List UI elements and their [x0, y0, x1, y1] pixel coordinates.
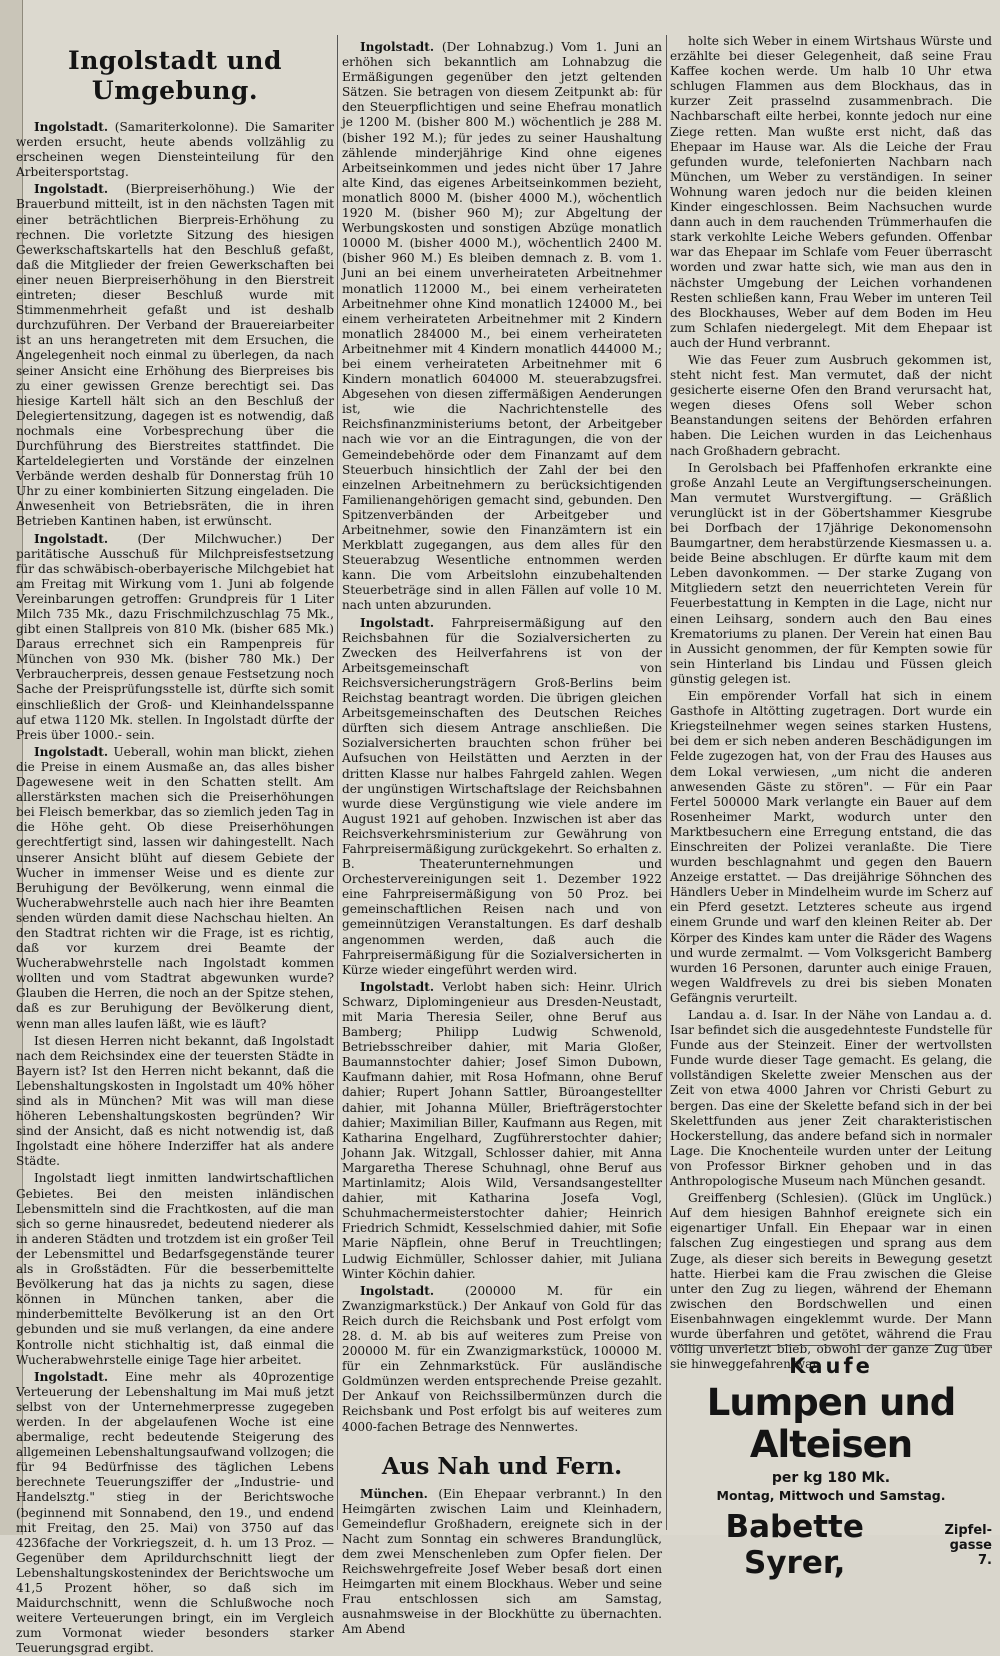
dateline: Ingolstadt. [360, 40, 435, 54]
article-text: Wie das Feuer zum Ausbruch gekommen ist, steht nicht fest. Man vermutet, daß der nicht gesicherte eiserne Ofen den Brand verursacht hat, wegen dieses Ofens soll Weber schon Beanstandungen seitens der Behörden erfahren haben. Die Leichen wurden in das Leichenhaus nach Großhadern gebracht. [670, 352, 992, 458]
article-text: (Der Lohnabzug.) Vom 1. Juni an erhöhen sich bekanntlich am Lohnabzug die Ermäßigungen gegenüber den jetzt geltenden Sätzen. Sie betragen von diesem Zeitpunkt ab: für den Steuerpflichtigen und seine Ehefrau monatlich je 1200 M. (bisher 800 M.) wöchentlich je 288 M. (bisher 192 M.); für jedes zu seiner Haushaltung zählende minderjährige Kind ohne eigenes Arbeitseinkommen und jedes nicht über 17 Jahre alte Kind, das eigenes Arbeitseinkommen bezieht, monatlich 8000 M. (bisher 4000 M.), wöchentlich 1920 M. (bisher 960 M); zur Abgeltung der Werbungskosten und sonstigen Abzüge monatlich 10000 M. (bisher 4000 M.), wöchentlich 2400 M. (bisher 960 M.) Es bleiben demnach z. B. vom 1. Juni an bei einem unverheirateten Arbeitnehmer monatlich 112000 M., bei einem verheirateten Arbeitnehmer ohne Kind monatlich 124000 M., bei einem verheirateten Arbeitnehmer mit 2 Kindern monatlich 284000 M., bei einem verheirateten Arbeitnehmer mit 4 Kindern monatlich 444000 M.; bei einem verheirateten Arbeitnehmer mit 6 Kindern monatlich 604000 M. steuerabzugsfrei. Abgesehen von diesen ziffermäßigen Aenderungen ist, wie die Nachrichtenstelle des Reichsfinanzministeriums betont, der Arbeitgeber nach wie vor an die Eintragungen, die von der Gemeindebehörde oder dem Finanzamt auf dem Steuerbuch hinsichtlich der Zahl der bei den einzelnen Arbeitnehmern zu berücksichtigenden Familienangehörigen gemacht sind, gebunden. Den Spitzenverbänden der Arbeitgeber und Arbeitnehmer, sowie den Finanzämtern ist ein Merkblatt zugegangen, aus dem alles für den Steuerabzug Wesentliche entnommen werden kann. Die vom Arbeitslohn einzubehaltenden Steuerbeträge sind in allen Fällen auf volle 10 M. nach unten abzurunden. [342, 40, 662, 613]
article-text: Landau a. d. Isar. In der Nähe von Landau a. d. Isar befindet sich die ausgedehnteste Fundstelle für Funde aus der Steinzeit. Einer der wertvollsten Funde wurde dieser Tage gemacht. Es gelang, die vollständigen Skelette zweier Menschen aus der Zeit von etwa 4000 Jahren vor Christi Geburt zu bergen. Das eine der Skelette befand sich in der bei Skelettfunden aus jener Zeit charakteristischen Hockerstellung, das andere befand sich in normaler Lage. Die Knochenteile wurden unter der Leitung von Professor Birkner gehoben und in das Anthropologische Museum nach München gesandt. [670, 1008, 992, 1189]
article-text: Verlobt haben sich: Heinr. Ulrich Schwarz, Diplomingenieur aus Dresden-Neustadt, mit Maria Theresia Seiler, ohne Beruf aus Bamberg; Philipp Ludwig Schwenold, Betriebsschreiber dahier, mit Maria Gloßer, Baumannstochter dahier; Josef Simon Dubown, Kaufmann dahier, mit Rosa Hofmann, ohne Beruf dahier; Rupert Johann Sattler, Büroangestellter dahier, mit Johanna Müller, Briefträgerstochter dahier; Maximilian Biller, Kaufmann aus Regen, mit Katharina Engelhard, Zugführerstochter dahier; Johann Jak. Witzgall, Schlosser dahier, mit Anna Margaretha Therese Schuhnagl, ohne Beruf aus Martinlamitz; Alois Wild, Versandsangestellter dahier, mit Katharina Josefa Vogl, Schuhmachermeisterstochter dahier; Heinrich Friedrich Schmidt, Kesselschmied dahier, mit Sofie Marie Näpflein, ohne Beruf in Treuchtlingen; Ludwig Eichmüller, Schlosser dahier, mit Juliana Winter Köchin dahier. [342, 979, 662, 1281]
article-text: Eine mehr als 40prozentige Verteuerung der Lebenshaltung im Mai muß jetzt selbst von der Unternehmerpresse zugegeben werden. In der abgelaufenen Woche ist eine abermalige, recht bedeutende Steigerung des allgemeinen Lebenshaltungsaufwand vollzogen; die für 94 Bedürfnisse des täglichen Lebens berechnete Teuerungsziffer der „Industrie- und Handelsztg." stieg in der Berichtswoche (beginnend mit Sonnabend, den 19., und endend mit Freitag, den 25. Mai) von 3750 auf das 4236fache der Vorkriegszeit, d. h. um 13 Proz. — Gegenüber dem Aprildurchschnitt liegt der Lebenshaltungskostenindex der Berichtswoche um 41,5 Prozent höher, so daß sich im Maidurchschnitt, wenn die Schlußwoche noch weitere Verteuerungen bringt, ein im Vergleich zum Vormonat wieder besonders starker Teuerungsgrad ergibt. [16, 1369, 334, 1656]
article-text: Fahrpreisermäßigung auf den Reichsbahnen für die Sozialversicherten zu Zwecken des Heilverfahrens ist von der Arbeitsgemeinschaft von Reichsversicherungsträgern Groß-Berlins beim Reichstag beantragt worden. Die übrigen gleichen Arbeitsgemeinschaften des Deutschen Reiches dürften sich diesem Antrage anschließen. Die Sozialversicherten brauchten schon früher bei Aufsuchen von Heilstätten und Aerzten in der dritten Klasse nur halbes Fahrgeld zahlen. Wegen der ungünstigen Wirtschaftslage der Reichsbahnen wurde diese Vergünstigung wie viele andere im August 1921 auf gehoben. Inzwischen ist aber das Reichsverkehrsministerium zur Gewährung von Fahrpreisermäßigung zurückgekehrt. So erhalten z. B. Theaterunternehmungen und Orchestervereinigungen seit 1. Dezember 1922 eine Fahrpreisermäßigung von 50 Proz. bei gemeinschaftlichen Reisen nach und von gemeinnützigen Veranstaltungen. Es darf deshalb angenommen werden, daß auch die Fahrpreisermäßigung für die Sozialversicherten in Kürze wieder eingeführt werden wird. [342, 615, 662, 977]
article-text: (Ein Ehepaar verbrannt.) In den Heimgärten zwischen Laim und Kleinhadern, Gemeindeflur Großhadern, ereignete sich in der Nacht zum Sonntag ein schweres Brandunglück, dem zwei Menschenleben zum Opfer fielen. Der Reichswehrgefreite Josef Weber besaß dort einen Heimgarten mit einem Blockhaus. Weber und seine Frau entschlossen sich am Samstag, ausnahmsweise in der Blockhütte zu übernachten. Am Abend [342, 1486, 662, 1637]
article-list [342, 40, 662, 1435]
article-text: Greiffenberg (Schlesien). (Glück im Unglück.) Auf dem hiesigen Bahnhof ereignete sich ein eigenartiger Unfall. Ein Ehepaar war in einen falschen Zug eingestiegen und sprang aus dem Zuge, als dieser sich bereits in Bewegung gesetzt hatte. Hierbei kam die Frau zwischen die Gleise unter den Zug zu liegen, während der Ehemann zwischen den Bordschwellen und einen Eisenbahnwagen eingeklemmt wurde. Der Mann wurde überfahren und getötet, während die Frau völlig unverletzt blieb, obwohl der ganze Zug über sie hinweggefahren war. [670, 1191, 992, 1372]
article-text: Ist diesen Herren nicht bekannt, daß Ingolstadt nach dem Reichsindex eine der teuersten Städte in Bayern ist? Ist den Herren nicht bekannt, daß die Lebenshaltungskosten in Ingolstadt um 40% höher sind als in München? Mit was will man diese höheren Lebenshaltungskosten begründen? Wir sind der Ansicht, daß es nicht notwendig ist, daß Ingolstadt eine höhere Inderziffer hat als andere Städte. [16, 1033, 334, 1169]
ad-address-line: Zipfel- [944, 1522, 992, 1538]
column-1 [16, 40, 334, 1656]
article-text: (200000 M. für ein Zwanzigmarkstück.) Der Ankauf von Gold für das Reich durch die Reichsbank und Post erfolgt vom 28. d. M. ab bis auf weiteres zum Preise von 200000 M. für ein Zwanzigmarkstück, 100000 M. für ein Zehnmarkstück. Für ausländische Goldmünzen werden entsprechende Preise gezahlt. Der Ankauf von Reichssilbermünzen durch die Reichsbank und Post erfolgt bis auf weiteres zum 4000-fachen Betrage des Nennwertes. [342, 1283, 662, 1434]
advertisement [670, 1345, 992, 1581]
ad-address [931, 1523, 992, 1568]
article-paragraph [342, 1284, 662, 1435]
ad-address-line: gasse 7. [949, 1537, 992, 1568]
article-paragraph [670, 353, 992, 459]
column-rule [666, 35, 667, 1530]
article-paragraph [16, 182, 334, 529]
article-paragraph [16, 532, 334, 743]
article-text: (Samariterkolonne). Die Samariter werden ersucht, heute abends vollzählig zu erscheinen wegen Diensteinteilung für den Arbeitersportstag. [16, 120, 334, 180]
dateline: München. [360, 1486, 428, 1501]
article-text: In Gerolsbach bei Pfaffenhofen erkrankte eine große Anzahl Leute an Vergiftungserscheinungen. Man vermutet Wurstvergiftung. — Gräßlich verunglückt ist in der Göbertshammer Kiesgrube bei Dorfbach der 17jährige Dekonomensohn Baumgartner, dem herabstürzende Kiesmassen u. a. beide Beine abschlugen. Er dürfte kaum mit dem Leben davonkommen. — Der starke Zugang von Mitgliedern setzt den neuerrichteten Verein für Feuerbestattung in Kempten in die Lage, nicht nur einen Leihsarg, sondern auch den Bau eines Krematoriums zu planen. Der Verein hat einen Bau in Aussicht genommen, der für Kempten sowie für sein Hinterland bis Lindau und Füssen gleich günstig gelegen ist. [670, 460, 992, 686]
article-text: Ingolstadt liegt inmitten landwirtschaftlichen Gebietes. Bei den meisten inländischen Lebensmitteln sind die Frachtkosten, auf die man sich so gerne hinausredet, bedeutend niederer als in anderen Städten und trotzdem ist ein großer Teil der Lebensmittel und Bedarfsgegenstände teurer als in Großstädten. Für die besserbemittelte Bevölkerung hat das ja nichts zu sagen, diese können in München tanken, aber die minderbemittelte Bevölkerung ist an den Ort gebunden und sie muß verlangen, da eine andere Kontrolle nicht stichhaltig ist, daß einmal die Wucherabwehrstelle einige Tage hier arbeitet. [16, 1171, 334, 1367]
article-paragraph [342, 1487, 662, 1638]
article-paragraph [342, 980, 662, 1282]
ad-bottom [670, 1509, 992, 1581]
article-list [342, 1487, 662, 1638]
article-text: Ueberall, wohin man blickt, ziehen die Preise in einem Ausmaße an, das alles bisher Dagewesene weit in den Schatten stellt. Am allerstärksten machen sich die Preiserhöhungen bei Fleisch bemerkbar, das so ziemlich jeden Tag in die Höhe geht. Ob diese Preiserhöhungen gerechtfertigt sind, lassen wir dahingestellt. Nach unserer Ansicht blüht auf diesem Gebiete der Wucher in immenser Weise und es diente zur Beruhigung der Bevölkerung, wenn einmal die Wucherabwehrstelle auch nach hier ihre Beamten senden würden damit diese Nachschau hielten. An den Stadtrat richten wir die Frage, ist es richtig, daß vor kurzem drei Beamte der Wucherabwehrstelle nach Ingolstadt kommen wollten und vom Stadtrat abgewunken wurde? Glauben die Herren, die noch an der Spitze stehen, daß es zur Beruhigung der Bevölkerung dient, wenn man alles laufen läßt, wie es läuft? [16, 744, 334, 1031]
ad-buy: Kaufe [789, 1354, 873, 1378]
article-text: holte sich Weber in einem Wirtshaus Würste und erzählte bei dieser Gelegenheit, daß seine Frau Kaffee kochen werde. Um halb 10 Uhr etwa schlugen Flammen aus dem Blockhaus, das in kurzer Zeit prasselnd zusammenbrach. Die Nachbarschaft eilte herbei, konnte jedoch nur eine Ziege retten. Man wußte erst nicht, daß das Ehepaar im Hause war. Als die Leiche der Frau gefunden wurde, telefonierten Nachbarn nach München, um Weber zu verständigen. In seiner Wohnung waren jedoch nur die beiden kleinen Kinder eingeschlossen. Beim Nachsuchen wurde dann auch in dem rauchenden Trümmerhaufen die stark verkohlte Leiche Webers gefunden. Offenbar war das Ehepaar im Schlafe vom Feuer überrascht worden und zwar hatte sich, wie man aus den in nächster Umgebung der Leichen vorhandenen Resten schließen kann, Frau Weber im unteren Teil des Blockhauses, Weber auf dem Boden im Heu zum Schlafen niedergelegt. Mit dem Ehepaar ist auch der Hund verbrannt. [670, 34, 992, 350]
article-paragraph [16, 1034, 334, 1170]
article-list [16, 120, 334, 1656]
section-title-2: Aus Nah und Fern. [381, 1452, 623, 1480]
article-paragraph [342, 40, 662, 614]
article-paragraph [342, 616, 662, 978]
dateline: Ingolstadt. [34, 744, 109, 759]
dateline: Ingolstadt. [360, 615, 435, 630]
article-paragraph [16, 120, 334, 180]
article-paragraph [670, 461, 992, 687]
ad-name: Babette Syrer, [725, 1509, 864, 1581]
dateline: Ingolstadt. [34, 531, 109, 546]
ad-days: Montag, Mittwoch und Samstag. [716, 1488, 946, 1503]
dateline: Ingolstadt. [360, 1283, 435, 1298]
article-paragraph [16, 1171, 334, 1367]
article-list [670, 34, 992, 1372]
article-text: Ein empörender Vorfall hat sich in einem Gasthofe in Altötting zugetragen. Dort wurde ein Kriegsteilnehmer wegen seines starken Hustens, bei dem er sich neben anderen Beschädigungen im Felde zugezogen hat, von der Frau des Hauses aus dem Lokal verwiesen, „um nicht die anderen anwesenden Gäste zu stören". — Für ein Paar Fertel 500000 Mark verlangte ein Bauer auf dem Rosenheimer Markt, wodurch unter den Marktbesuchern eine Erregung entstand, die das Einschreiten der Polizei veranlaßte. Die Tiere wurden beschlagnahmt und gegen den Bauern Anzeige erstattet. — Das dreijährige Söhnchen des Händlers Ueber in Mindelheim wurde im Scherz auf ein Pferd gesetzt. Letzteres scheute aus irgend einem Grunde und warf den kleinen Reiter ab. Der Körper des Kindes kam unter die Räder des Wagens und wurde zermalmt. — Vom Volksgericht Bamberg wurden 16 Personen, darunter auch einige Frauen, wegen Waldfrevels zu drei bis sieben Monaten Gefängnis verurteilt. [670, 689, 992, 1005]
section-title: Ingolstadt und Umgebung. [68, 46, 282, 105]
ad-headline: Lumpen und Alteisen [706, 1381, 956, 1466]
article-paragraph [670, 34, 992, 351]
article-text: (Bierpreiserhöhung.) Wie der Brauerbund mitteilt, ist in den nächsten Tagen mit einer beträchtlichen Bierpreis-Erhöhung zu rechnen. Die vorletzte Sitzung des hiesigen Gewerkschaftskartells hat den Beschluß gefaßt, daß die Mitglieder der freien Gewerkschaften bei einer neuen Bierpreiserhöhung in den Bierstreit eintreten; dieser Beschluß wurde mit Stimmenmehrheit gefaßt und ist deshalb durchzuführen. Der Verband der Brauereiarbeiter ist an uns herangetreten mit dem Ersuchen, die Angelegenheit noch einmal zu überlegen, da nach seiner Ansicht eine Erhöhung des Bierpreises bis zu einer gewissen Grenze berechtigt sei. Das hiesige Kartell hält sich an den Beschluß der Delegiertensitzung, dagegen ist es notwendig, daß nochmals eine Vorbesprechung über die Durchführung des Bierstreites stattfindet. Die Karteldelegierten und Vorstände der einzelnen Verbände werden deshalb für Donnerstag früh 10 Uhr zu einer kombinierten Sitzung eingeladen. Die Anwesenheit von Betriebsräten, die in ihren Betrieben Kantinen haben, ist erwünscht. [16, 182, 334, 529]
dateline: Ingolstadt. [360, 979, 435, 994]
column-rule [337, 35, 338, 1530]
column-2 [342, 40, 662, 1637]
dateline: Ingolstadt. [34, 182, 109, 197]
article-paragraph [670, 1008, 992, 1189]
article-paragraph [670, 689, 992, 1006]
article-paragraph [16, 745, 334, 1032]
article-paragraph [16, 1370, 334, 1656]
dateline: Ingolstadt. [34, 1369, 109, 1384]
article-text: (Der Milchwucher.) Der paritätische Ausschuß für Milchpreisfestsetzung für das schwäbisch-oberbayerische Milchgebiet hat am Freitag mit Wirkung vom 1. Juni ab folgende Vereinbarungen getroffen: Grundpreis für 1 Liter Milch 735 Mk., dazu Frischmilchzuschlag 75 Mk., gibt einen Stallpreis von 810 Mk. (bisher 685 Mk.) Daraus errechnet sich ein Rampenpreis für München von 930 Mk. (bisher 780 Mk.) Der Verbraucherpreis, dessen genaue Festsetzung noch Sache der Preisprüfungsstelle ist, dürfte sich somit einschließlich der Groß- und Kleinhandelsspanne auf etwa 1120 Mk. stellen. In Ingolstadt dürfte der Preis über 1000.- sein. [16, 531, 334, 742]
ad-price: per kg 180 Mk. [771, 1470, 891, 1486]
dateline: Ingolstadt. [34, 120, 109, 134]
